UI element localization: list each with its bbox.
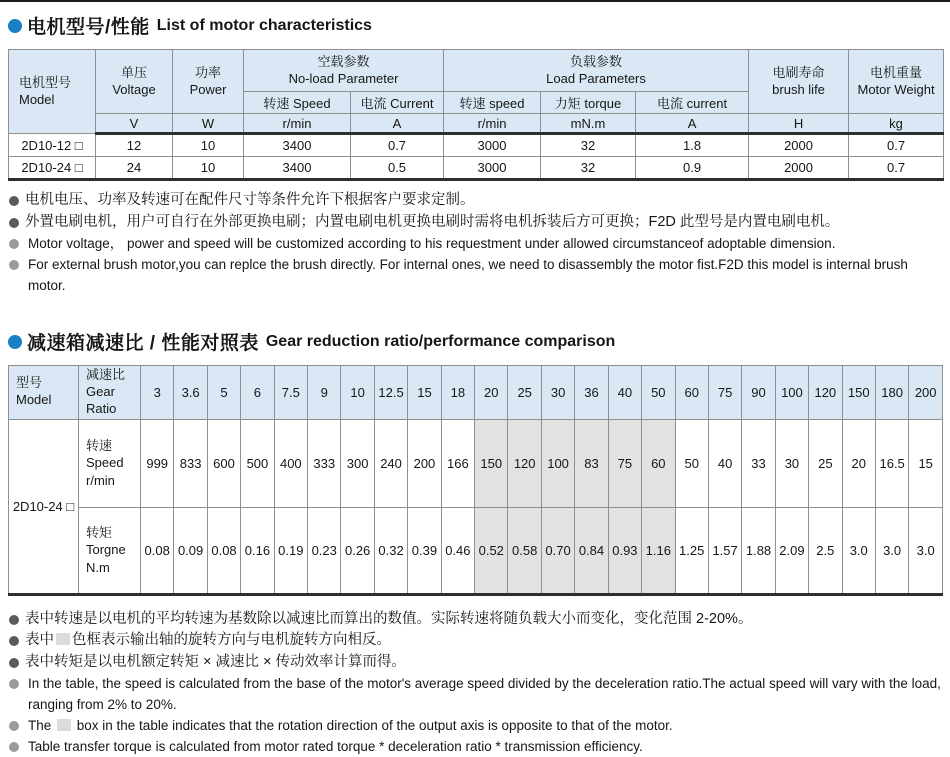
section2-title <box>8 328 943 355</box>
speed-value-cell: 400 <box>274 419 307 507</box>
torque-value-cell: 0.93 <box>608 507 641 594</box>
ratio-header-cell: 15 <box>408 366 441 420</box>
t1-unit-cell: A <box>351 114 444 134</box>
torque-value-cell: 3.0 <box>909 507 943 594</box>
motor-table-row <box>9 134 944 157</box>
bullet-icon <box>9 721 19 731</box>
speed-value-cell: 16.5 <box>875 419 908 507</box>
ratio-header-cell: 18 <box>441 366 474 420</box>
t1-unit-cell: H <box>749 114 849 134</box>
bullet-icon <box>9 260 19 270</box>
ratio-header-cell: 200 <box>909 366 943 420</box>
t2-model-value-cell: 2D10-24 □ <box>9 419 79 594</box>
value-cell: 3000 <box>444 157 541 180</box>
t1-brushlife-header: 电刷寿命 brush life <box>749 50 849 114</box>
section-bullet-icon <box>8 19 22 33</box>
bullet-icon <box>9 218 19 228</box>
speed-value-cell: 40 <box>708 419 741 507</box>
value-cell: 3000 <box>444 134 541 157</box>
gray-box-icon <box>56 633 70 645</box>
t1-unit-cell: r/min <box>244 114 351 134</box>
torque-value-cell: 3.0 <box>875 507 908 594</box>
value-cell: 0.7 <box>849 134 944 157</box>
ratio-header-cell: 90 <box>742 366 775 420</box>
ratio-header-cell: 20 <box>475 366 508 420</box>
note-text: Motor voltage， power and speed will be customized according to his requestment under allowed circumstanceof adoptable dimension. <box>28 236 836 251</box>
ratio-header-cell: 10 <box>341 366 374 420</box>
torque-value-cell: 0.16 <box>241 507 274 594</box>
motor-notes <box>8 190 943 296</box>
speed-value-cell: 15 <box>909 419 943 507</box>
note-item <box>8 190 943 212</box>
bullet-icon <box>9 658 19 668</box>
label-line: r/min <box>86 472 115 488</box>
note-item <box>8 736 943 757</box>
t1-unit-cell: A <box>636 114 749 134</box>
note-item <box>8 630 943 652</box>
note-text: The box in the table indicates that the rotation direction of the output axis is opposite to that of the motor. <box>28 718 673 734</box>
note-item <box>8 652 943 674</box>
gear-notes <box>8 609 943 757</box>
section1-title-zh: 电机型号/性能 <box>27 17 150 38</box>
t1-subheader-noload-speed: 转速 Speed <box>244 92 351 114</box>
torque-value-cell: 0.23 <box>308 507 341 594</box>
ratio-header-cell: 60 <box>675 366 708 420</box>
t1-model-header-en: Model <box>19 91 55 107</box>
t1-subheader-noload-current: 电流 Current <box>351 92 444 114</box>
ratio-header-cell: 50 <box>642 366 675 420</box>
t1-load-group-header: 负载参数 Load Parameters <box>444 50 749 92</box>
note-text: 电机电压、功率及转速可在配件尺寸等条件允许下根据客户要求定制。 <box>25 192 475 208</box>
section2-title-en: Gear reduction ratio/performance comparison <box>265 332 616 350</box>
note-text: 表中转速是以电机的平均转速为基数除以减速比而算出的数值。实际转速将随负载大小而变化，变化范围 2-20%。 <box>25 610 753 627</box>
ratio-header-cell: 150 <box>842 366 875 420</box>
value-cell: 2000 <box>749 157 849 180</box>
label-line: Speed <box>86 455 124 471</box>
value-cell: 24 <box>96 157 173 180</box>
t2-speed-row <box>9 419 943 507</box>
t1-weight-header: 电机重量 Motor Weight <box>849 50 944 114</box>
value-cell: 10 <box>173 134 244 157</box>
note-text: 表中转矩是以电机额定转矩 × 减速比 × 传动效率计算而得。 <box>25 653 407 670</box>
t1-power-header: 功率 Power <box>173 50 244 114</box>
note-item <box>8 254 943 296</box>
note-item <box>8 715 943 736</box>
value-cell: 0.9 <box>636 157 749 180</box>
torque-value-cell: 3.0 <box>842 507 875 594</box>
ratio-header-cell: 120 <box>809 366 842 420</box>
motor-table-row <box>9 157 944 180</box>
speed-value-cell: 83 <box>575 419 608 507</box>
t1-model-header-zh: 电机型号 <box>19 74 72 90</box>
t1-noload-group-header: 空载参数 No-load Parameter <box>244 50 444 92</box>
t1-subheader-load-torque: 力矩 torque <box>541 92 636 114</box>
ratio-header-cell: 25 <box>508 366 541 420</box>
torque-value-cell: 0.32 <box>374 507 407 594</box>
value-cell: 2000 <box>749 134 849 157</box>
speed-value-cell: 120 <box>508 419 541 507</box>
speed-value-cell: 833 <box>174 419 207 507</box>
torque-value-cell: 0.26 <box>341 507 374 594</box>
torque-value-cell: 0.08 <box>207 507 240 594</box>
note-text: 外置电刷电机，用户可自行在外部更换电刷；内置电刷电机更换电刷时需将电机拆装后方可更换；F2D 此型号是内置电刷电机。 <box>25 213 840 230</box>
torque-value-cell: 0.46 <box>441 507 474 594</box>
speed-value-cell: 600 <box>207 419 240 507</box>
value-cell: 32 <box>541 134 636 157</box>
speed-value-cell: 500 <box>241 419 274 507</box>
t1-subheader-load-speed: 转速 speed <box>444 92 541 114</box>
t1-unit-cell: mN.m <box>541 114 636 134</box>
ratio-header-cell: 3 <box>141 366 174 420</box>
ratio-header-cell: 3.6 <box>174 366 207 420</box>
ratio-header-cell: 100 <box>775 366 808 420</box>
torque-value-cell: 2.09 <box>775 507 808 594</box>
torque-value-cell: 0.58 <box>508 507 541 594</box>
speed-value-cell: 60 <box>642 419 675 507</box>
speed-value-cell: 333 <box>308 419 341 507</box>
note-item <box>8 673 943 715</box>
ratio-header-cell: 6 <box>241 366 274 420</box>
value-cell: 3400 <box>244 157 351 180</box>
torque-value-cell: 2.5 <box>809 507 842 594</box>
torque-value-cell: 1.16 <box>642 507 675 594</box>
ratio-header-cell: 36 <box>575 366 608 420</box>
t1-voltage-header: 单压 Voltage <box>96 50 173 114</box>
bullet-icon <box>9 679 19 689</box>
speed-value-cell: 33 <box>742 419 775 507</box>
t2-model-header: 型号 Model <box>9 366 79 420</box>
note-text: Table transfer torque is calculated from motor rated torque * deceleration ratio * transmission efficiency. <box>28 739 643 755</box>
ratio-header-cell: 40 <box>608 366 641 420</box>
speed-value-cell: 50 <box>675 419 708 507</box>
page-content <box>0 2 950 757</box>
bullet-icon <box>9 196 19 206</box>
t1-unit-cell: W <box>173 114 244 134</box>
t2-header-row <box>9 366 943 420</box>
speed-value-cell: 240 <box>374 419 407 507</box>
torque-value-cell: 0.39 <box>408 507 441 594</box>
torque-value-cell: 1.25 <box>675 507 708 594</box>
note-item <box>8 233 943 254</box>
speed-value-cell: 20 <box>842 419 875 507</box>
speed-value-cell: 75 <box>608 419 641 507</box>
speed-value-cell: 300 <box>341 419 374 507</box>
section1-title <box>8 12 943 39</box>
label-line: 转速 <box>86 437 113 453</box>
t1-unit-cell: kg <box>849 114 944 134</box>
t1-unit-cell: r/min <box>444 114 541 134</box>
speed-value-cell: 100 <box>541 419 574 507</box>
value-cell: 32 <box>541 157 636 180</box>
gray-box-icon <box>57 719 71 731</box>
value-cell: 3400 <box>244 134 351 157</box>
t1-model-header <box>9 50 96 134</box>
bullet-icon <box>9 615 19 625</box>
bullet-icon <box>9 239 19 249</box>
speed-value-cell: 150 <box>475 419 508 507</box>
ratio-header-cell: 30 <box>541 366 574 420</box>
ratio-header-cell: 7.5 <box>274 366 307 420</box>
note-item <box>8 609 943 631</box>
gear-ratio-table <box>8 365 943 596</box>
section2-title-zh: 减速箱减速比 / 性能对照表 <box>27 333 259 354</box>
torque-value-cell: 0.70 <box>541 507 574 594</box>
speed-value-cell: 25 <box>809 419 842 507</box>
model-cell: 2D10-24 □ <box>9 157 96 180</box>
t1-units-row <box>9 114 944 134</box>
ratio-header-cell: 9 <box>308 366 341 420</box>
value-cell: 10 <box>173 157 244 180</box>
torque-value-cell: 0.09 <box>174 507 207 594</box>
t1-unit-cell: V <box>96 114 173 134</box>
speed-value-cell: 999 <box>141 419 174 507</box>
note-text: 表中 色框表示输出轴的旋转方向与电机旋转方向相反。 <box>25 632 391 649</box>
motor-characteristics-table <box>8 49 944 181</box>
value-cell: 12 <box>96 134 173 157</box>
t2-torque-label-cell <box>79 507 141 594</box>
ratio-header-cell: 5 <box>207 366 240 420</box>
torque-value-cell: 0.52 <box>475 507 508 594</box>
torque-value-cell: 1.57 <box>708 507 741 594</box>
value-cell: 0.7 <box>849 157 944 180</box>
t1-subheader-load-current: 电流 current <box>636 92 749 114</box>
torque-value-cell: 0.08 <box>141 507 174 594</box>
section1-title-en: List of motor characteristics <box>156 16 372 34</box>
note-text: For external brush motor,you can replce the brush directly. For internal ones, we need to disassembly the motor fist.F2D this model is internal brush motor. <box>28 257 908 293</box>
model-cell: 2D10-12 □ <box>9 134 96 157</box>
speed-value-cell: 166 <box>441 419 474 507</box>
bullet-icon <box>9 742 19 752</box>
note-item <box>8 212 943 234</box>
t2-ratio-header: 减速比 Gear Ratio <box>79 366 141 420</box>
ratio-header-cell: 75 <box>708 366 741 420</box>
t2-speed-label-cell <box>79 419 141 507</box>
bullet-icon <box>9 636 19 646</box>
torque-value-cell: 1.88 <box>742 507 775 594</box>
ratio-header-cell: 12.5 <box>374 366 407 420</box>
note-text: In the table, the speed is calculated from the base of the motor's average speed divided by the deceleration ratio.The actual speed will vary with the load, ranging from 2% to 20%. <box>28 676 941 713</box>
torque-value-cell: 0.84 <box>575 507 608 594</box>
value-cell: 1.8 <box>636 134 749 157</box>
speed-value-cell: 30 <box>775 419 808 507</box>
label-line: 转矩 <box>86 524 113 540</box>
label-line: Torgne <box>86 542 126 558</box>
value-cell: 0.7 <box>351 134 444 157</box>
t1-header-row-1 <box>9 50 944 92</box>
t2-torque-row <box>9 507 943 594</box>
speed-value-cell: 200 <box>408 419 441 507</box>
torque-value-cell: 0.19 <box>274 507 307 594</box>
section-bullet-icon <box>8 335 22 349</box>
label-line: N.m <box>86 559 110 575</box>
ratio-header-cell: 180 <box>875 366 908 420</box>
value-cell: 0.5 <box>351 157 444 180</box>
